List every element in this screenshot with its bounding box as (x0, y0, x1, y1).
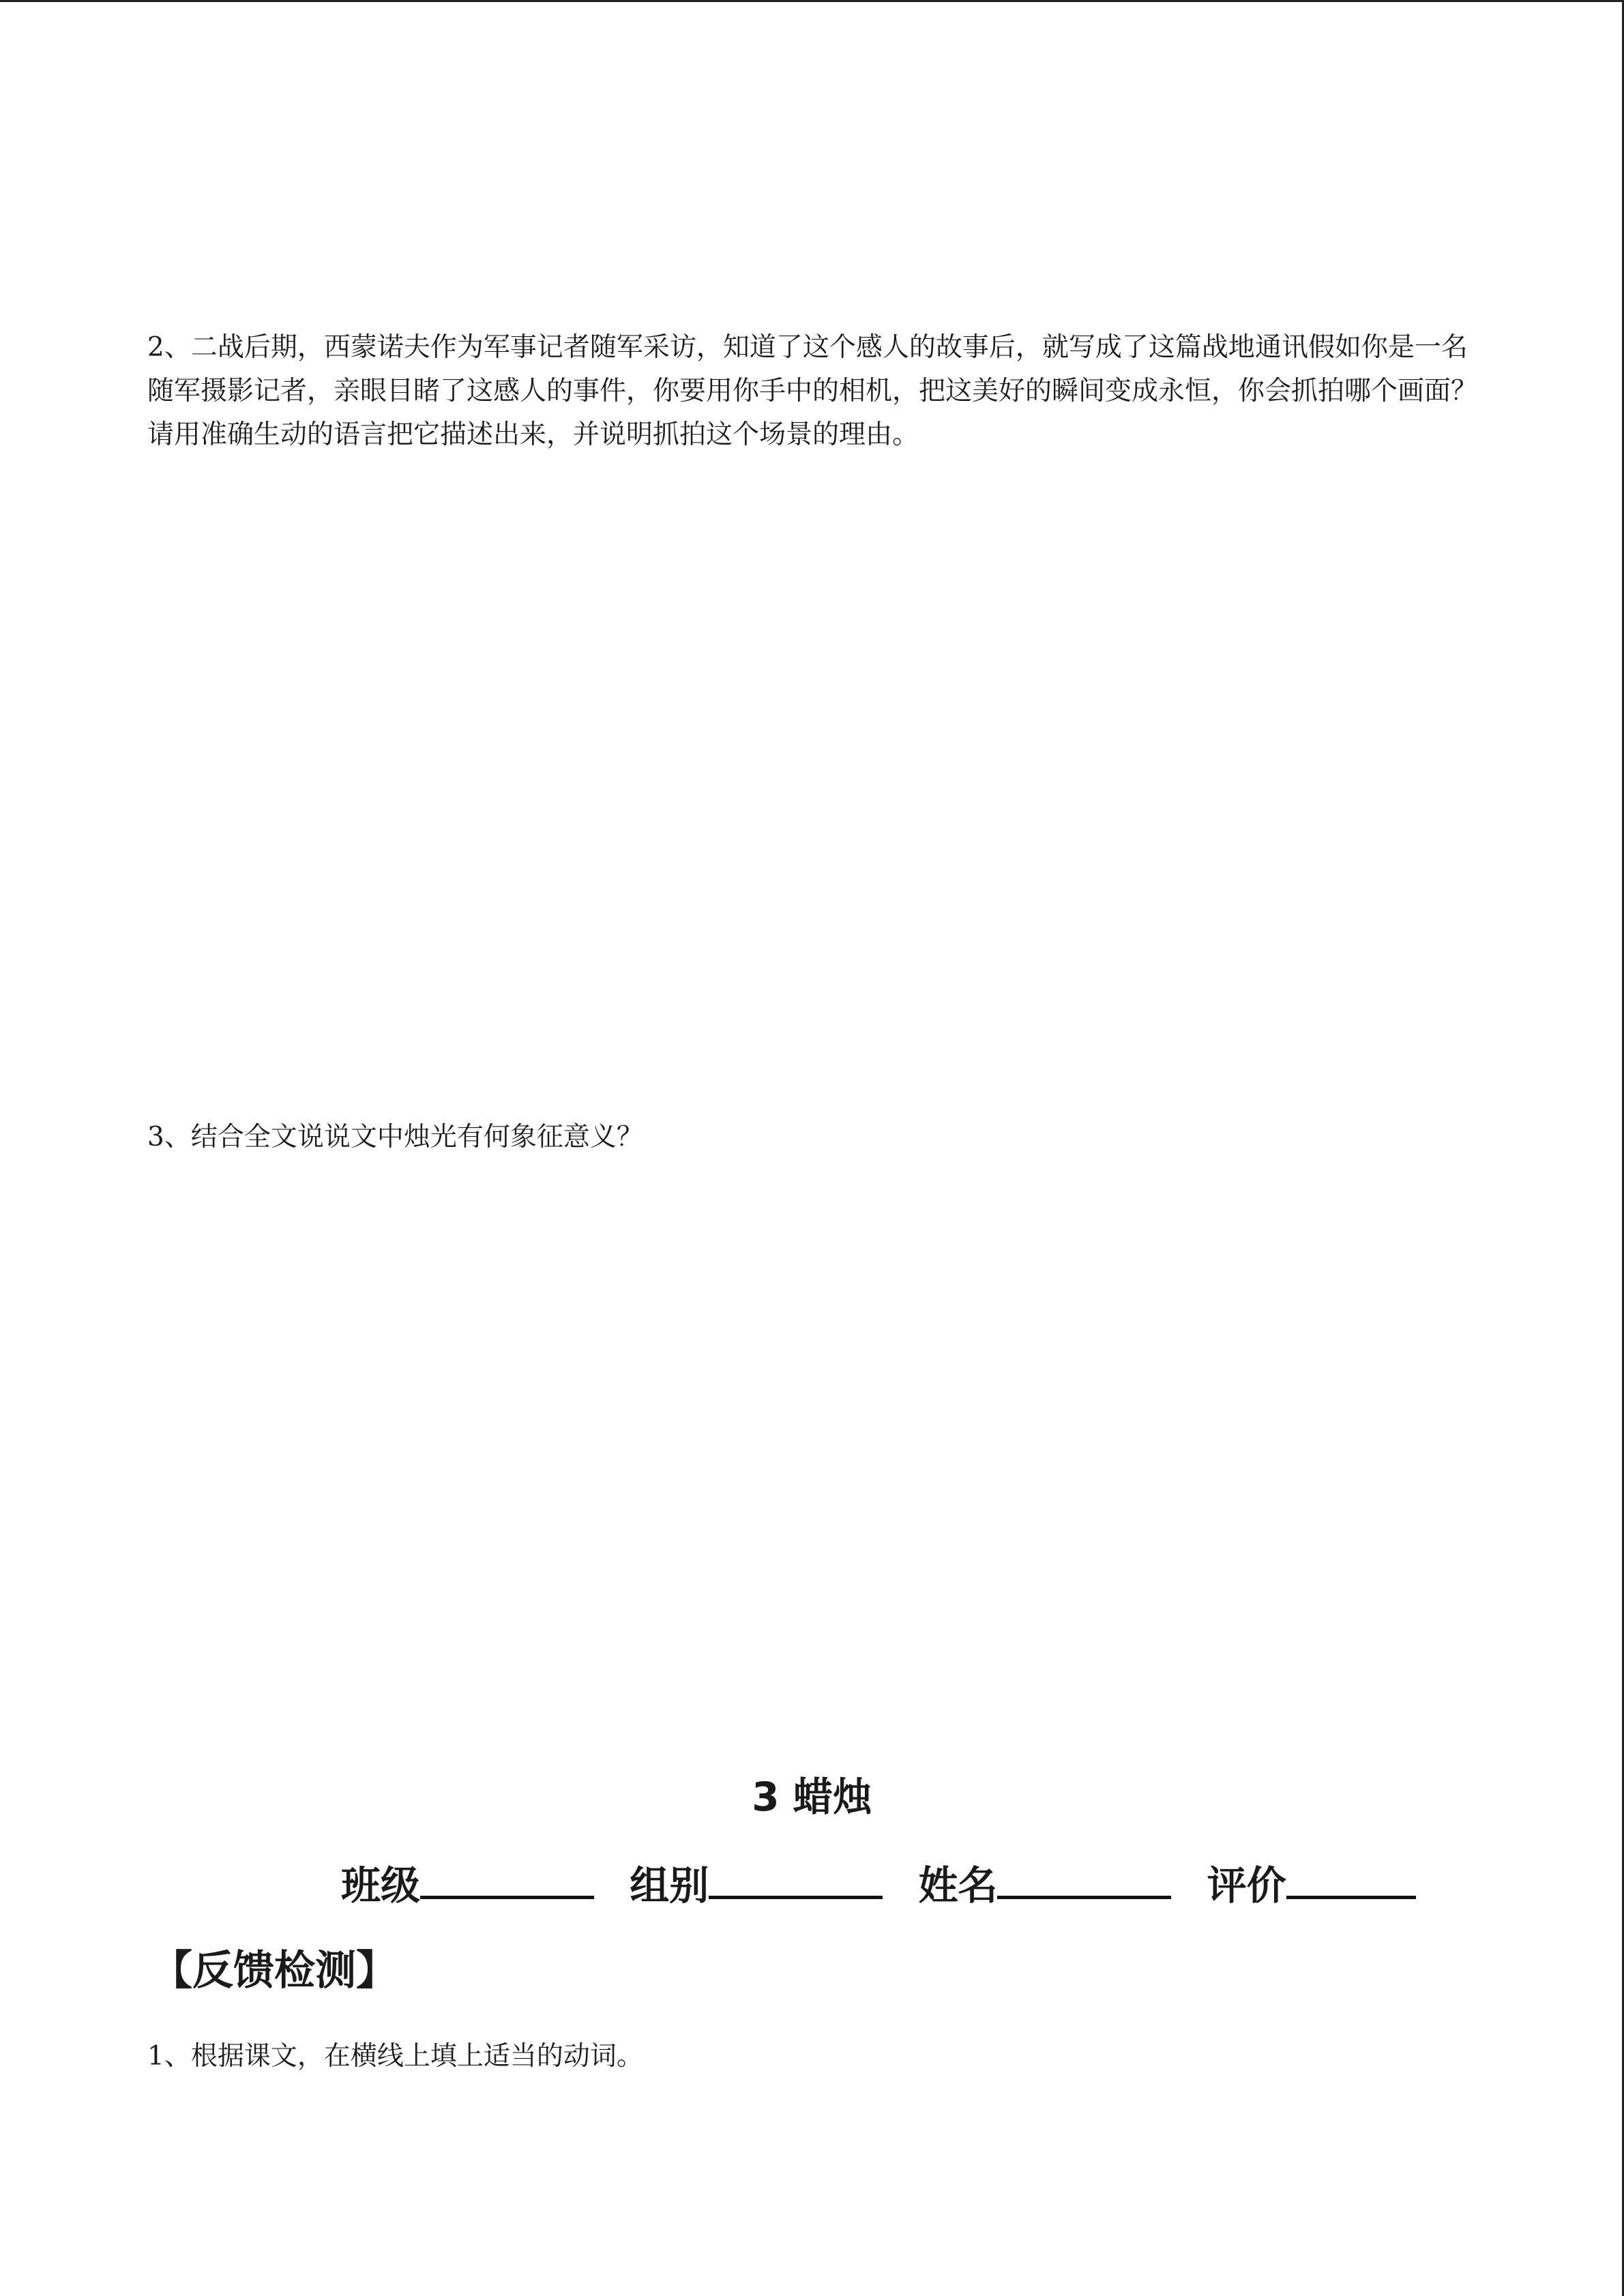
student-info-line (341, 1855, 1501, 1916)
grade-label: 评价 (1207, 1862, 1286, 1909)
group-label: 组别 (630, 1862, 709, 1909)
question-3: 3、结合全文说说文中烛光有何象征意义？ (147, 1122, 643, 1152)
grade-blank[interactable] (1286, 1856, 1416, 1899)
class-label: 班级 (341, 1862, 421, 1909)
name-label: 姓名 (918, 1862, 998, 1909)
name-blank[interactable] (997, 1856, 1171, 1899)
name-field (918, 1855, 1171, 1916)
class-blank[interactable] (420, 1856, 594, 1899)
top-border (0, 0, 1624, 2)
group-field (630, 1855, 883, 1916)
lesson-title: 3 蜡烛 (752, 1774, 872, 1820)
feedback-question-1: 1、根据课文，在横线上填上适当的动词。 (147, 2041, 643, 2072)
grade-field (1207, 1855, 1416, 1916)
feedback-section-header: 【反馈检测】 (151, 1947, 397, 1995)
group-blank[interactable] (709, 1856, 883, 1899)
class-field (341, 1855, 594, 1916)
question-2: 2、二战后期，西蒙诺夫作为军事记者随军采访，知道了这个感人的故事后，就写成了这篇战地通讯假如你是一名随军摄影记者，亲眼目睹了这感人的事件，你要用你手中的相机，把这美好的瞬间变成永恒，你会抓拍哪个画面？请用准确生动的语言把它描述出来，并说明抓拍这个场景的理由。 (147, 332, 1478, 450)
